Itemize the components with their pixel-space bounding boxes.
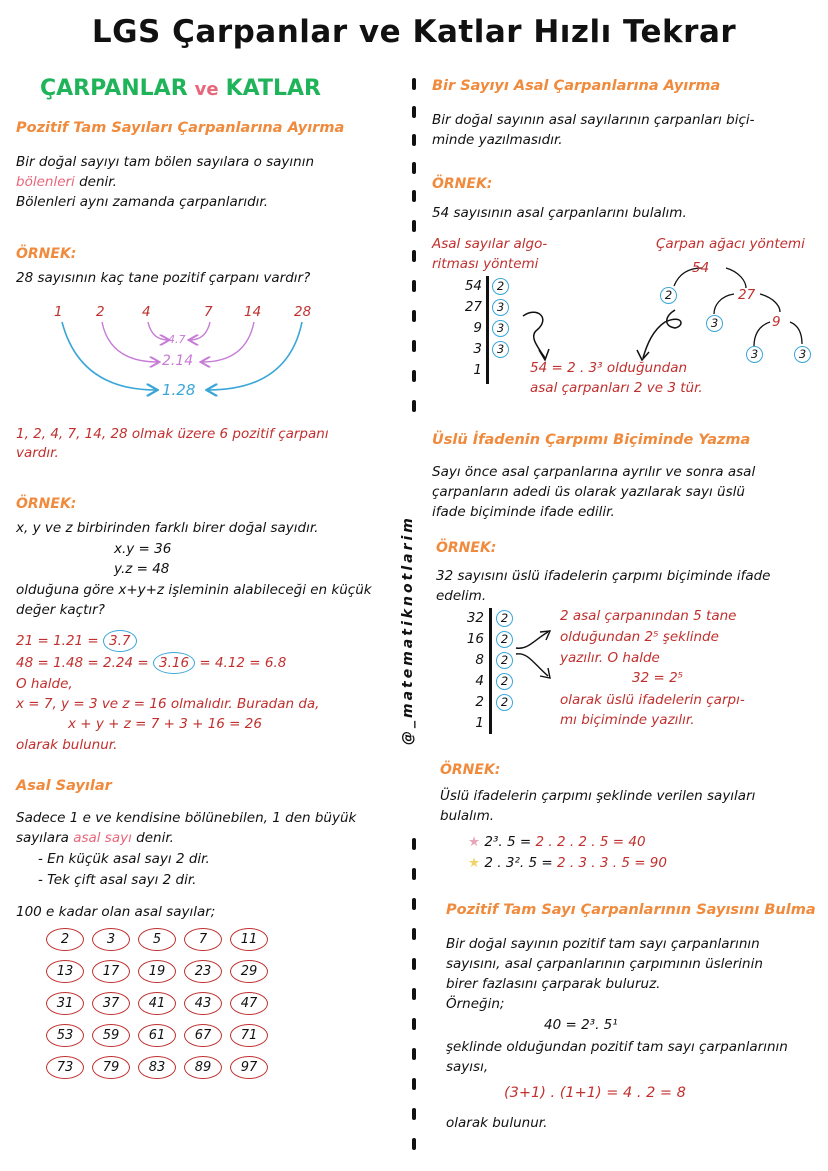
prime-number: 3 bbox=[92, 928, 130, 951]
example-label-3: ÖRNEK: bbox=[432, 176, 493, 192]
sec5-line1: Bir doğal sayının pozitif tam sayı çarpanlarının bbox=[446, 936, 760, 952]
example4-r1: 2 asal çarpanından 5 tane bbox=[560, 608, 737, 624]
page-title: LGS Çarpanlar ve Katlar Hızlı Tekrar bbox=[91, 14, 737, 50]
sec2-bullet1: - En küçük asal sayı 2 dir. bbox=[38, 851, 210, 867]
example1-question: 28 sayısının kaç tane pozitif çarpanı vardır? bbox=[16, 270, 311, 286]
divider-dash bbox=[412, 1048, 416, 1060]
prime-number: 43 bbox=[184, 992, 222, 1015]
ladder-value: 54 bbox=[464, 278, 482, 294]
item2-lhs: 2 . 3². 5 = bbox=[484, 855, 557, 871]
ladder-divisor: 3 bbox=[492, 299, 509, 316]
divider-dash bbox=[412, 988, 416, 1000]
example2-line4: olduğuna göre x+y+z işleminin alabileceği en küçük bbox=[16, 582, 372, 598]
sec4-line2: çarpanların adedi üs olarak yazılarak sayı üslü bbox=[432, 484, 745, 500]
factor-4: 4 bbox=[142, 304, 151, 320]
prime-number: 11 bbox=[230, 928, 268, 951]
section-title-factorization: Pozitif Tam Sayıları Çarpanlarına Ayırma bbox=[16, 120, 345, 136]
example-label-1: ÖRNEK: bbox=[16, 246, 77, 262]
example2-line1: x, y ve z birbirinden farklı birer doğal sayıdır. bbox=[16, 520, 319, 536]
sol1-circled: 3.7 bbox=[103, 630, 136, 652]
ladder-value: 1 bbox=[473, 362, 482, 378]
sec3-line1: Bir doğal sayının asal sayılarının çarpanları biçi- bbox=[432, 112, 755, 128]
method2-label: Çarpan ağacı yöntemi bbox=[656, 236, 805, 252]
sec5-line5: 40 = 2³. 5¹ bbox=[544, 1017, 618, 1033]
heading-part3: KATLAR bbox=[225, 76, 321, 101]
example2-solution4: x = 7, y = 3 ve z = 16 olmalıdır. Buradan da, bbox=[16, 696, 320, 712]
prime-number: 71 bbox=[230, 1024, 268, 1047]
divider-dash bbox=[412, 134, 416, 146]
prime-number: 79 bbox=[92, 1056, 130, 1079]
divider-dash bbox=[412, 370, 416, 382]
divider-dash bbox=[412, 106, 416, 118]
section-title-primes: Asal Sayılar bbox=[16, 778, 112, 794]
divider-dash bbox=[412, 1108, 416, 1120]
ladder-divisor: 2 bbox=[496, 673, 513, 690]
example-label-5: ÖRNEK: bbox=[440, 762, 501, 778]
prime-number: 97 bbox=[230, 1056, 268, 1079]
ladder-value: 27 bbox=[464, 299, 482, 315]
sol2-circled: 3.16 bbox=[153, 652, 195, 674]
divider-dash bbox=[412, 928, 416, 940]
example4-r4: 32 = 2⁵ bbox=[632, 670, 684, 686]
ladder-divisor: 2 bbox=[496, 652, 513, 669]
example5-item1 bbox=[468, 832, 646, 852]
tree-leaf-3b: 3 bbox=[746, 346, 763, 363]
prime-number: 37 bbox=[92, 992, 130, 1015]
sec2-line1: Sadece 1 e ve kendisine bölünebilen, 1 den büyük bbox=[16, 810, 357, 826]
example5-item2 bbox=[468, 853, 667, 873]
item2-rhs: 2 . 3 . 3 . 5 = 90 bbox=[556, 855, 667, 871]
divider-dash bbox=[412, 190, 416, 202]
prime-number: 83 bbox=[138, 1056, 176, 1079]
prime-number: 41 bbox=[138, 992, 176, 1015]
pair-2-14: 2.14 bbox=[162, 353, 194, 369]
arrow-1 bbox=[62, 322, 156, 390]
arrow-28 bbox=[208, 322, 302, 390]
prime-number: 19 bbox=[138, 960, 176, 983]
example4-r2: olduğundan 2⁵ şeklinde bbox=[560, 629, 719, 645]
prime-number: 5 bbox=[138, 928, 176, 951]
divider-dash bbox=[412, 220, 416, 232]
example2-solution1 bbox=[16, 630, 137, 652]
ladder-divisor: 2 bbox=[496, 631, 513, 648]
tree-node-9: 9 bbox=[772, 314, 781, 330]
tree-leaf-3c: 3 bbox=[794, 346, 811, 363]
sec2-line2-c: denir. bbox=[131, 830, 174, 846]
ladder-value: 1 bbox=[475, 715, 484, 731]
prime-number: 73 bbox=[46, 1056, 84, 1079]
sec2-line2 bbox=[16, 828, 174, 848]
term-divisors: bölenleri bbox=[16, 174, 75, 190]
pair-1-28: 1.28 bbox=[162, 381, 196, 399]
sec3-line2: minde yazılmasıdır. bbox=[432, 132, 563, 148]
divider-dash bbox=[412, 1078, 416, 1090]
example4-line1: 32 sayısını üslü ifadelerin çarpımı biçiminde ifade bbox=[436, 568, 771, 584]
example2-xy: x.y = 36 bbox=[114, 541, 172, 557]
tree-leaf-2: 2 bbox=[660, 287, 677, 304]
prime-number: 47 bbox=[230, 992, 268, 1015]
prime-number: 17 bbox=[92, 960, 130, 983]
prime-number: 23 bbox=[184, 960, 222, 983]
factor-7: 7 bbox=[204, 304, 213, 320]
prime-number: 31 bbox=[46, 992, 84, 1015]
example2-solution6: olarak bulunur. bbox=[16, 737, 118, 753]
sec5-line9: olarak bulunur. bbox=[446, 1115, 548, 1131]
example4-r6: mı biçiminde yazılır. bbox=[560, 712, 695, 728]
section-title-count-factors: Pozitif Tam Sayı Çarpanlarının Sayısını Bulma bbox=[446, 902, 816, 918]
sec1-line3: Bölenleri aynı zamanda çarpanlarıdır. bbox=[16, 194, 269, 210]
method1-line1: Asal sayılar algo- bbox=[432, 236, 548, 252]
prime-number: 89 bbox=[184, 1056, 222, 1079]
sec4-line1: Sayı önce asal çarpanlarına ayrılır ve sonra asal bbox=[432, 464, 756, 480]
method1-line2: ritması yöntemi bbox=[432, 256, 539, 272]
sec5-line3: birer fazlasını çarparak buluruz. bbox=[446, 976, 661, 992]
factor-2: 2 bbox=[96, 304, 105, 320]
example3-question: 54 sayısının asal çarpanlarını bulalım. bbox=[432, 205, 687, 221]
ladder-value: 3 bbox=[473, 341, 482, 357]
factor-tree bbox=[640, 256, 820, 372]
divider-dash bbox=[412, 162, 416, 174]
tree-leaf-3a: 3 bbox=[706, 315, 723, 332]
star-icon: ★ bbox=[468, 855, 481, 871]
example2-yz: y.z = 48 bbox=[114, 561, 170, 577]
divider-dash bbox=[412, 838, 416, 850]
section-title-prime-factorization: Bir Sayıyı Asal Çarpanlarına Ayırma bbox=[432, 78, 721, 94]
example3-result2: asal çarpanları 2 ve 3 tür. bbox=[530, 380, 703, 396]
example5-line1: Üslü ifadelerin çarpımı şeklinde verilen sayıları bbox=[440, 788, 756, 804]
prime-number: 53 bbox=[46, 1024, 84, 1047]
heading-part1: ÇARPANLAR bbox=[40, 76, 188, 101]
sec5-line8: (3+1) . (1+1) = 4 . 2 = 8 bbox=[504, 1085, 686, 1101]
divider-dash bbox=[412, 340, 416, 352]
factor-28: 28 bbox=[294, 304, 312, 320]
example-label-2: ÖRNEK: bbox=[16, 496, 77, 512]
sol2-rest: = 4.12 = 6.8 bbox=[195, 655, 287, 671]
ladder-value: 4 bbox=[475, 673, 484, 689]
divider-dash bbox=[412, 78, 416, 90]
divider-dash bbox=[412, 958, 416, 970]
sec4-line3: ifade biçiminde ifade edilir. bbox=[432, 504, 615, 520]
example1-answer-line1: 1, 2, 4, 7, 14, 28 olmak üzere 6 pozitif çarpanı bbox=[16, 426, 329, 442]
section-title-exponent: Üslü İfadenin Çarpımı Biçiminde Yazma bbox=[432, 432, 751, 448]
sec2-bullet2: - Tek çift asal sayı 2 dir. bbox=[38, 872, 197, 888]
sec1-line1: Bir doğal sayıyı tam bölen sayılara o sayının bbox=[16, 154, 315, 170]
ladder54-line bbox=[486, 276, 489, 384]
example4-line2: edelim. bbox=[436, 588, 487, 604]
example4-r5: olarak üslü ifadelerin çarpı- bbox=[560, 692, 745, 708]
ladder-value: 9 bbox=[473, 320, 482, 336]
item1-lhs: 2³. 5 = bbox=[484, 834, 536, 850]
sec5-line2: sayısını, asal çarpanlarının çarpımının üslerinin bbox=[446, 956, 763, 972]
ladder-divisor: 2 bbox=[496, 610, 513, 627]
sol1-lhs: 21 = 1.21 = bbox=[16, 633, 104, 649]
example2-solution5: x + y + z = 7 + 3 + 16 = 26 bbox=[68, 716, 262, 732]
example4-r3: yazılır. O halde bbox=[560, 650, 660, 666]
pair-4-7: 4.7 bbox=[168, 333, 186, 346]
ladder-divisor: 3 bbox=[492, 341, 509, 358]
prime-number: 67 bbox=[184, 1024, 222, 1047]
sec1-line2 bbox=[16, 172, 117, 192]
divider-dash bbox=[412, 250, 416, 262]
ladder-value: 32 bbox=[466, 610, 484, 626]
sec1-line2-rest: denir. bbox=[74, 174, 117, 190]
ladder-value: 16 bbox=[466, 631, 484, 647]
prime-number: 13 bbox=[46, 960, 84, 983]
star-icon: ★ bbox=[468, 834, 481, 850]
ladder-divisor: 2 bbox=[492, 278, 509, 295]
ladder-value: 2 bbox=[475, 694, 484, 710]
sol2-lhs: 48 = 1.48 = 2.24 = bbox=[16, 655, 153, 671]
ladder-divisor: 3 bbox=[492, 320, 509, 337]
ladder-value: 8 bbox=[475, 652, 484, 668]
ladder32-line bbox=[489, 608, 492, 734]
example1-answer-line2: vardır. bbox=[16, 445, 59, 461]
example2-line5: değer kaçtır? bbox=[16, 602, 105, 618]
sec5-line7: sayısı, bbox=[446, 1059, 489, 1075]
divider-dash bbox=[412, 310, 416, 322]
ladder-divisor: 2 bbox=[496, 694, 513, 711]
prime-number: 61 bbox=[138, 1024, 176, 1047]
arrow-14 bbox=[202, 322, 254, 362]
factor-1: 1 bbox=[54, 304, 63, 320]
example-label-4: ÖRNEK: bbox=[436, 540, 497, 556]
item1-rhs: 2 . 2 . 2 . 5 = 40 bbox=[535, 834, 646, 850]
prime-number: 59 bbox=[92, 1024, 130, 1047]
example2-solution2 bbox=[16, 652, 286, 674]
example3-result1: 54 = 2 . 3³ olduğundan bbox=[530, 360, 688, 376]
divider-dash bbox=[412, 1018, 416, 1030]
sec2-line3: 100 e kadar olan asal sayılar; bbox=[16, 904, 216, 920]
divider-dash bbox=[412, 1138, 416, 1150]
prime-number: 29 bbox=[230, 960, 268, 983]
factor-14: 14 bbox=[244, 304, 262, 320]
example2-solution3: O halde, bbox=[16, 676, 73, 692]
divider-handle: @_matematiknotlarim bbox=[400, 515, 416, 745]
prime-number: 7 bbox=[184, 928, 222, 951]
divider-dash bbox=[412, 400, 416, 412]
divider-dash bbox=[412, 280, 416, 292]
left-heading bbox=[40, 76, 321, 101]
sec5-line4: Örneğin; bbox=[446, 996, 505, 1012]
arrow-4 bbox=[148, 322, 168, 340]
heading-part2: ve bbox=[194, 79, 219, 100]
divider-dash bbox=[412, 898, 416, 910]
sec5-line6: şeklinde olduğundan pozitif tam sayı çarpanlarının bbox=[446, 1039, 788, 1055]
term-prime: asal sayı bbox=[73, 830, 132, 846]
arrow-7 bbox=[190, 322, 210, 340]
sec2-line2-a: sayılara bbox=[16, 830, 74, 846]
ladder32-arrows bbox=[514, 628, 560, 688]
example5-line2: bulalım. bbox=[440, 808, 495, 824]
divider-dash bbox=[412, 868, 416, 880]
prime-number: 2 bbox=[46, 928, 84, 951]
tree-root: 54 bbox=[692, 260, 710, 276]
tree-node-27: 27 bbox=[738, 287, 756, 303]
